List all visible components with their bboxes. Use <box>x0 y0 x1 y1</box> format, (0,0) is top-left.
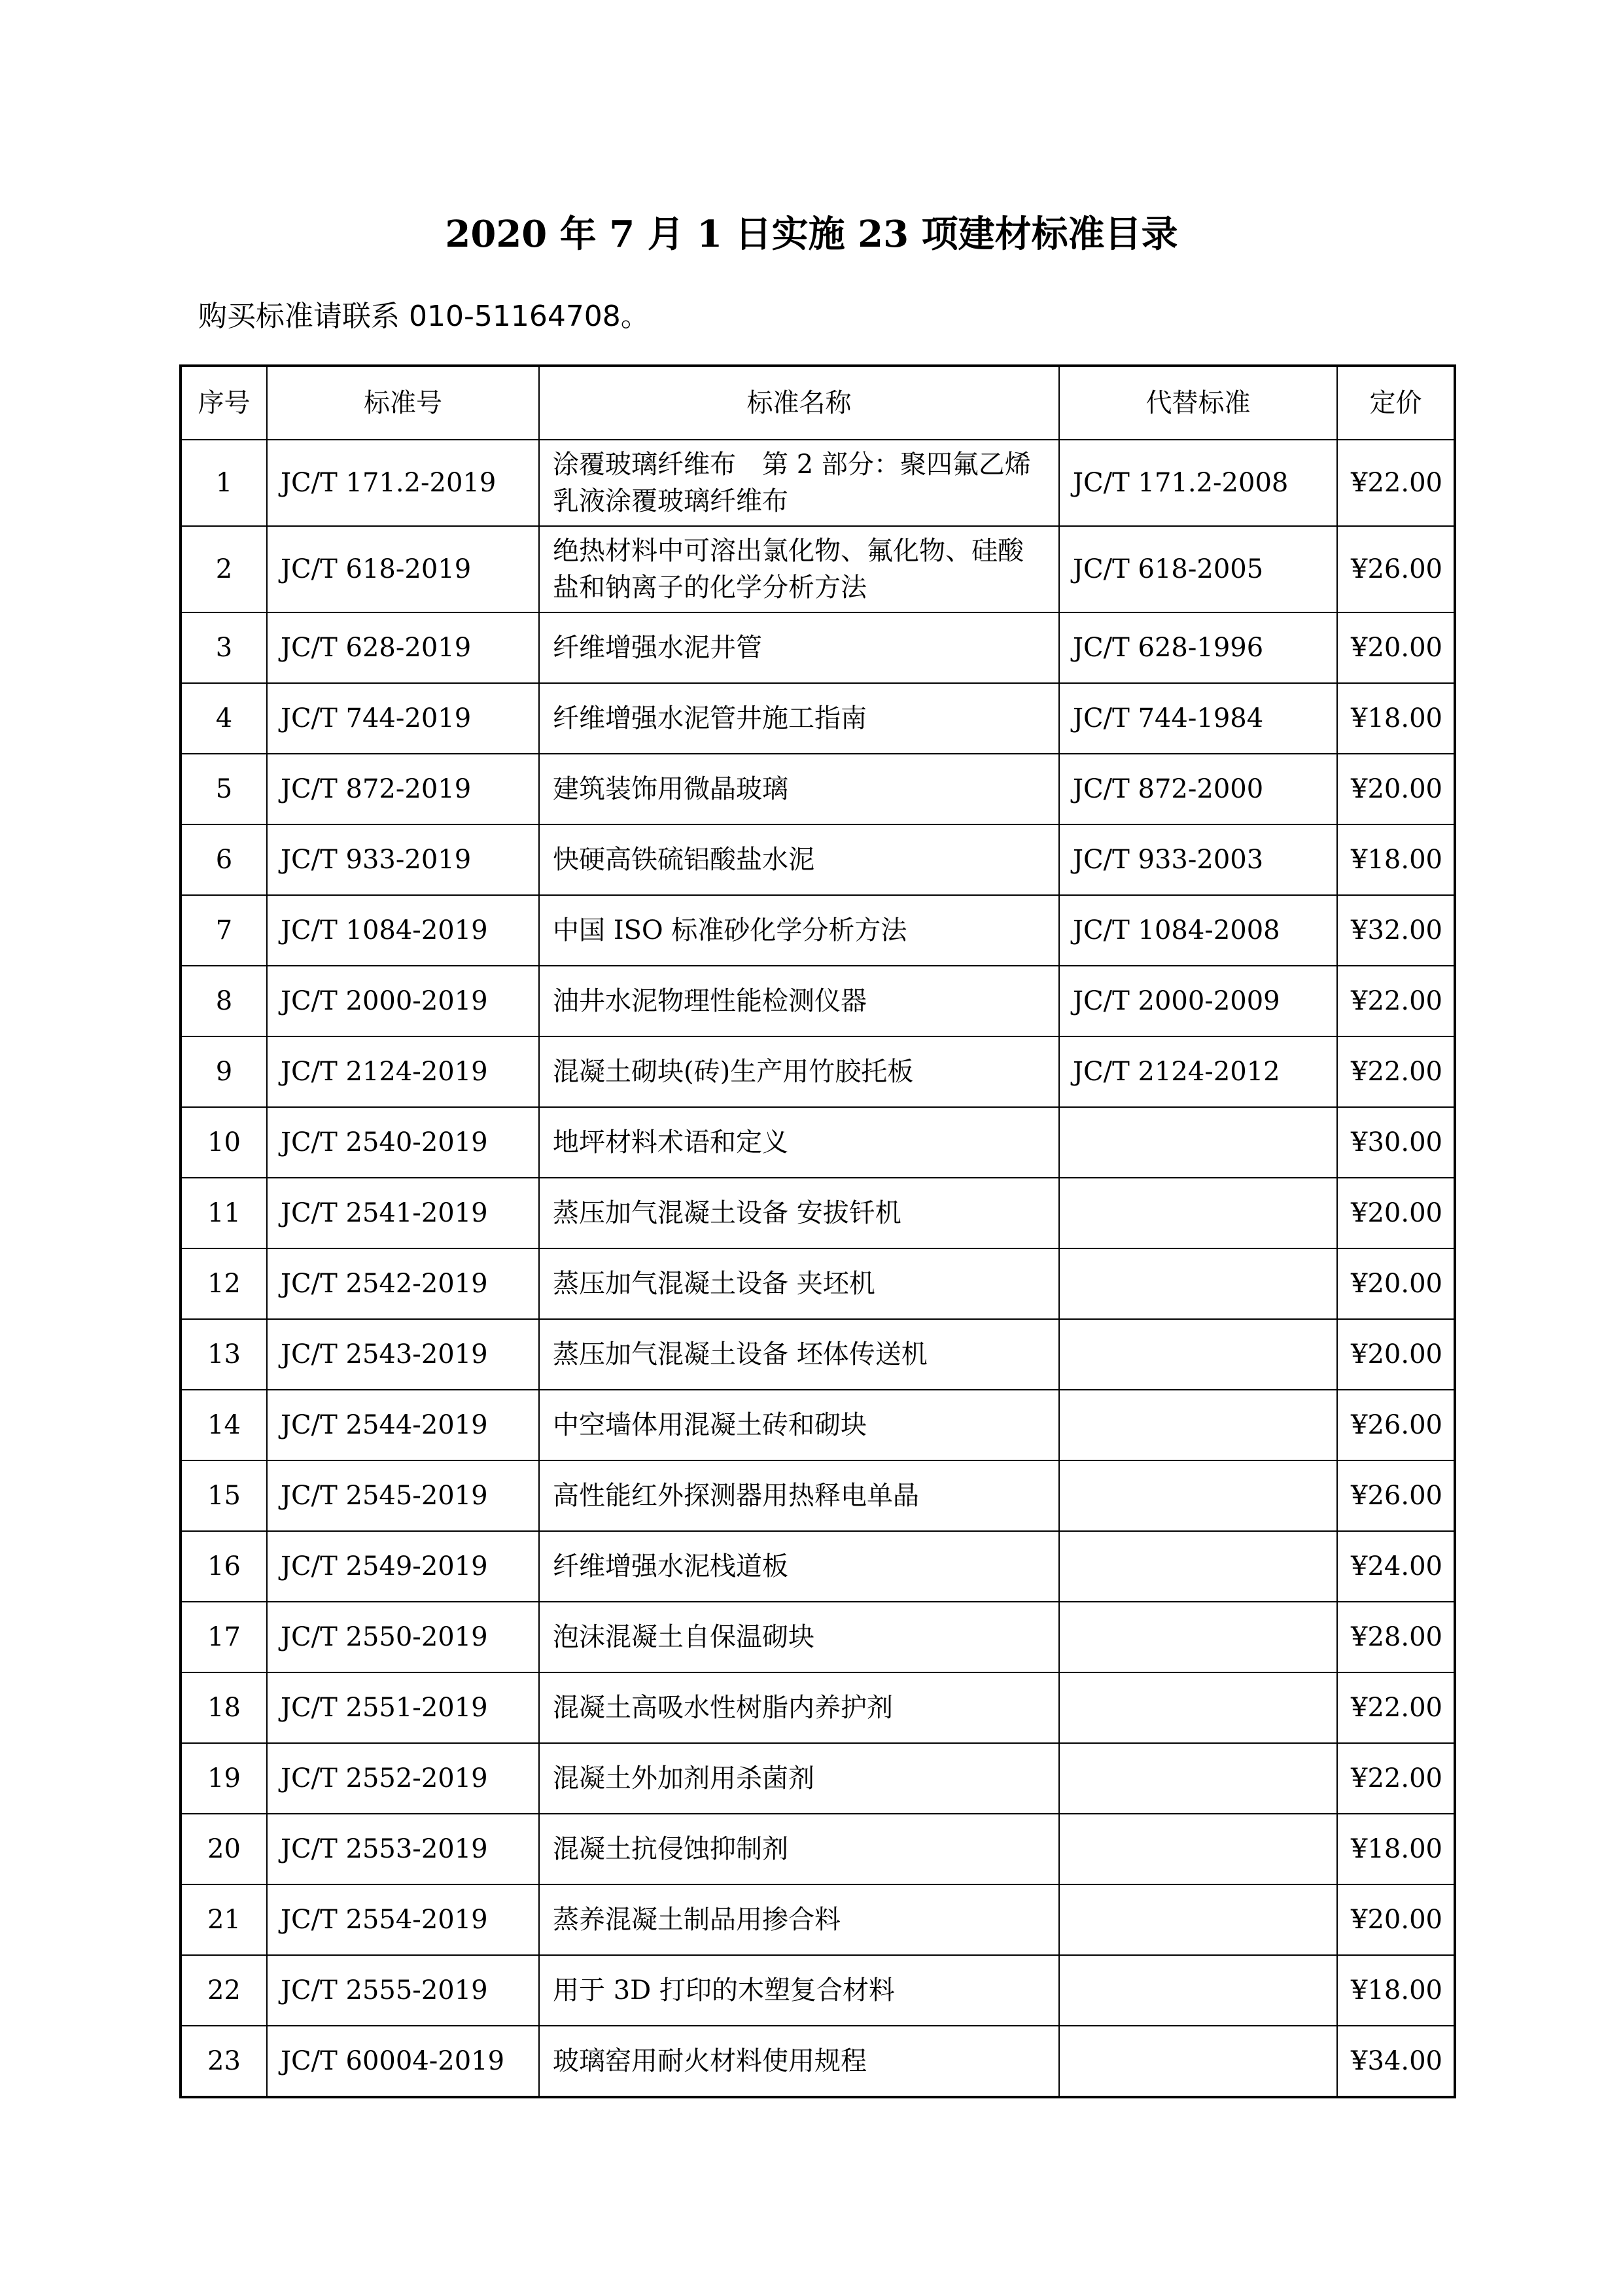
replaced-standard: JC/T 628-1996 <box>1059 612 1337 683</box>
table-row <box>181 1036 1455 1107</box>
standard-name: 蒸压加气混凝土设备 夹坯机 <box>539 1248 1059 1319</box>
price: ¥20.00 <box>1337 612 1455 683</box>
standard-name: 用于 3D 打印的木塑复合材料 <box>539 1955 1059 2026</box>
standard-number: JC/T 628-2019 <box>267 612 539 683</box>
row-number: 5 <box>181 754 267 824</box>
price: ¥20.00 <box>1337 754 1455 824</box>
table-row <box>181 1460 1455 1531</box>
standard-number: JC/T 171.2-2019 <box>267 440 539 526</box>
table-row <box>181 1531 1455 1602</box>
table-row <box>181 824 1455 895</box>
row-number: 19 <box>181 1743 267 1814</box>
standard-number: JC/T 2540-2019 <box>267 1107 539 1178</box>
price: ¥26.00 <box>1337 1460 1455 1531</box>
table-row <box>181 1602 1455 1672</box>
replaced-standard: JC/T 744-1984 <box>1059 683 1337 754</box>
replaced-standard <box>1059 1248 1337 1319</box>
standard-name: 混凝土砌块(砖)生产用竹胶托板 <box>539 1036 1059 1107</box>
table-row <box>181 440 1455 526</box>
row-number: 17 <box>181 1602 267 1672</box>
header-replaces: 代替标准 <box>1059 366 1337 440</box>
row-number: 9 <box>181 1036 267 1107</box>
table-row <box>181 1814 1455 1884</box>
price: ¥22.00 <box>1337 1036 1455 1107</box>
standard-name: 纤维增强水泥管井施工指南 <box>539 683 1059 754</box>
header-price: 定价 <box>1337 366 1455 440</box>
replaced-standard: JC/T 933-2003 <box>1059 824 1337 895</box>
table-row <box>181 1248 1455 1319</box>
table-row <box>181 1178 1455 1248</box>
standard-name: 蒸压加气混凝土设备 安拔钎机 <box>539 1178 1059 1248</box>
row-number: 23 <box>181 2026 267 2097</box>
table-row <box>181 966 1455 1036</box>
price: ¥18.00 <box>1337 683 1455 754</box>
price: ¥20.00 <box>1337 1319 1455 1390</box>
row-number: 21 <box>181 1884 267 1955</box>
price: ¥18.00 <box>1337 1814 1455 1884</box>
standard-number: JC/T 2541-2019 <box>267 1178 539 1248</box>
price: ¥28.00 <box>1337 1602 1455 1672</box>
price: ¥22.00 <box>1337 1743 1455 1814</box>
replaced-standard: JC/T 2000-2009 <box>1059 966 1337 1036</box>
row-number: 3 <box>181 612 267 683</box>
standard-number: JC/T 2543-2019 <box>267 1319 539 1390</box>
standard-number: JC/T 1084-2019 <box>267 895 539 966</box>
table-row <box>181 1390 1455 1460</box>
document-title: 2020 年 7 月 1 日实施 23 项建材标准目录 <box>445 213 1178 256</box>
table-row <box>181 526 1455 612</box>
replaced-standard <box>1059 1602 1337 1672</box>
price: ¥26.00 <box>1337 526 1455 612</box>
replaced-standard: JC/T 872-2000 <box>1059 754 1337 824</box>
price: ¥18.00 <box>1337 1955 1455 2026</box>
standard-number: JC/T 2549-2019 <box>267 1531 539 1602</box>
price: ¥18.00 <box>1337 824 1455 895</box>
price: ¥22.00 <box>1337 440 1455 526</box>
standard-number: JC/T 2545-2019 <box>267 1460 539 1531</box>
table-row <box>181 683 1455 754</box>
replaced-standard: JC/T 2124-2012 <box>1059 1036 1337 1107</box>
table-row <box>181 1955 1455 2026</box>
standard-number: JC/T 933-2019 <box>267 824 539 895</box>
standard-name: 泡沫混凝土自保温砌块 <box>539 1602 1059 1672</box>
row-number: 7 <box>181 895 267 966</box>
replaced-standard <box>1059 1743 1337 1814</box>
table-row <box>181 754 1455 824</box>
standard-number: JC/T 2551-2019 <box>267 1672 539 1743</box>
standard-name: 蒸养混凝土制品用掺合料 <box>539 1884 1059 1955</box>
row-number: 4 <box>181 683 267 754</box>
row-number: 11 <box>181 1178 267 1248</box>
table-row <box>181 895 1455 966</box>
standard-name: 高性能红外探测器用热释电单晶 <box>539 1460 1059 1531</box>
standard-name: 涂覆玻璃纤维布 第 2 部分：聚四氟乙烯乳液涂覆玻璃纤维布 <box>539 440 1059 526</box>
table-header-row <box>181 366 1455 440</box>
standard-name: 蒸压加气混凝土设备 坯体传送机 <box>539 1319 1059 1390</box>
price: ¥20.00 <box>1337 1178 1455 1248</box>
row-number: 14 <box>181 1390 267 1460</box>
replaced-standard <box>1059 1814 1337 1884</box>
standard-name: 油井水泥物理性能检测仪器 <box>539 966 1059 1036</box>
standard-number: JC/T 872-2019 <box>267 754 539 824</box>
standard-name: 中国 ISO 标准砂化学分析方法 <box>539 895 1059 966</box>
table-row <box>181 1743 1455 1814</box>
row-number: 1 <box>181 440 267 526</box>
table-row <box>181 2026 1455 2097</box>
row-number: 13 <box>181 1319 267 1390</box>
price: ¥30.00 <box>1337 1107 1455 1178</box>
standard-name: 纤维增强水泥井管 <box>539 612 1059 683</box>
standard-name: 混凝土外加剂用杀菌剂 <box>539 1743 1059 1814</box>
standard-number: JC/T 744-2019 <box>267 683 539 754</box>
standard-name: 绝热材料中可溶出氯化物、氟化物、硅酸盐和钠离子的化学分析方法 <box>539 526 1059 612</box>
header-no: 序号 <box>181 366 267 440</box>
row-number: 15 <box>181 1460 267 1531</box>
standard-number: JC/T 2544-2019 <box>267 1390 539 1460</box>
price: ¥22.00 <box>1337 966 1455 1036</box>
standard-number: JC/T 2555-2019 <box>267 1955 539 2026</box>
price: ¥26.00 <box>1337 1390 1455 1460</box>
standard-name: 快硬高铁硫铝酸盐水泥 <box>539 824 1059 895</box>
replaced-standard: JC/T 171.2-2008 <box>1059 440 1337 526</box>
row-number: 18 <box>181 1672 267 1743</box>
replaced-standard <box>1059 1531 1337 1602</box>
price: ¥24.00 <box>1337 1531 1455 1602</box>
replaced-standard <box>1059 1107 1337 1178</box>
replaced-standard <box>1059 1955 1337 2026</box>
standard-name: 混凝土高吸水性树脂内养护剂 <box>539 1672 1059 1743</box>
row-number: 10 <box>181 1107 267 1178</box>
table-row <box>181 1884 1455 1955</box>
price: ¥32.00 <box>1337 895 1455 966</box>
table-row <box>181 1319 1455 1390</box>
price: ¥20.00 <box>1337 1884 1455 1955</box>
replaced-standard: JC/T 1084-2008 <box>1059 895 1337 966</box>
table-row <box>181 1672 1455 1743</box>
standard-number: JC/T 60004-2019 <box>267 2026 539 2097</box>
standard-number: JC/T 2124-2019 <box>267 1036 539 1107</box>
table-row <box>181 1107 1455 1178</box>
standard-number: JC/T 2000-2019 <box>267 966 539 1036</box>
replaced-standard <box>1059 1884 1337 1955</box>
standard-name: 中空墙体用混凝土砖和砌块 <box>539 1390 1059 1460</box>
standard-name: 混凝土抗侵蚀抑制剂 <box>539 1814 1059 1884</box>
price: ¥20.00 <box>1337 1248 1455 1319</box>
row-number: 12 <box>181 1248 267 1319</box>
row-number: 20 <box>181 1814 267 1884</box>
replaced-standard <box>1059 1178 1337 1248</box>
table-row <box>181 612 1455 683</box>
standards-table <box>179 364 1456 2098</box>
row-number: 8 <box>181 966 267 1036</box>
row-number: 2 <box>181 526 267 612</box>
standard-name: 建筑装饰用微晶玻璃 <box>539 754 1059 824</box>
standard-name: 玻璃窑用耐火材料使用规程 <box>539 2026 1059 2097</box>
standard-number: JC/T 2552-2019 <box>267 1743 539 1814</box>
standard-name: 地坪材料术语和定义 <box>539 1107 1059 1178</box>
contact-line: 购买标准请联系 010-51164708。 <box>198 300 650 333</box>
replaced-standard <box>1059 1672 1337 1743</box>
price: ¥34.00 <box>1337 2026 1455 2097</box>
standard-number: JC/T 2550-2019 <box>267 1602 539 1672</box>
replaced-standard: JC/T 618-2005 <box>1059 526 1337 612</box>
header-standard-number: 标准号 <box>267 366 539 440</box>
price: ¥22.00 <box>1337 1672 1455 1743</box>
replaced-standard <box>1059 2026 1337 2097</box>
standard-number: JC/T 2553-2019 <box>267 1814 539 1884</box>
row-number: 22 <box>181 1955 267 2026</box>
standard-number: JC/T 2554-2019 <box>267 1884 539 1955</box>
replaced-standard <box>1059 1319 1337 1390</box>
header-standard-name: 标准名称 <box>539 366 1059 440</box>
standard-number: JC/T 618-2019 <box>267 526 539 612</box>
row-number: 16 <box>181 1531 267 1602</box>
standard-name: 纤维增强水泥栈道板 <box>539 1531 1059 1602</box>
replaced-standard <box>1059 1390 1337 1460</box>
row-number: 6 <box>181 824 267 895</box>
standard-number: JC/T 2542-2019 <box>267 1248 539 1319</box>
replaced-standard <box>1059 1460 1337 1531</box>
